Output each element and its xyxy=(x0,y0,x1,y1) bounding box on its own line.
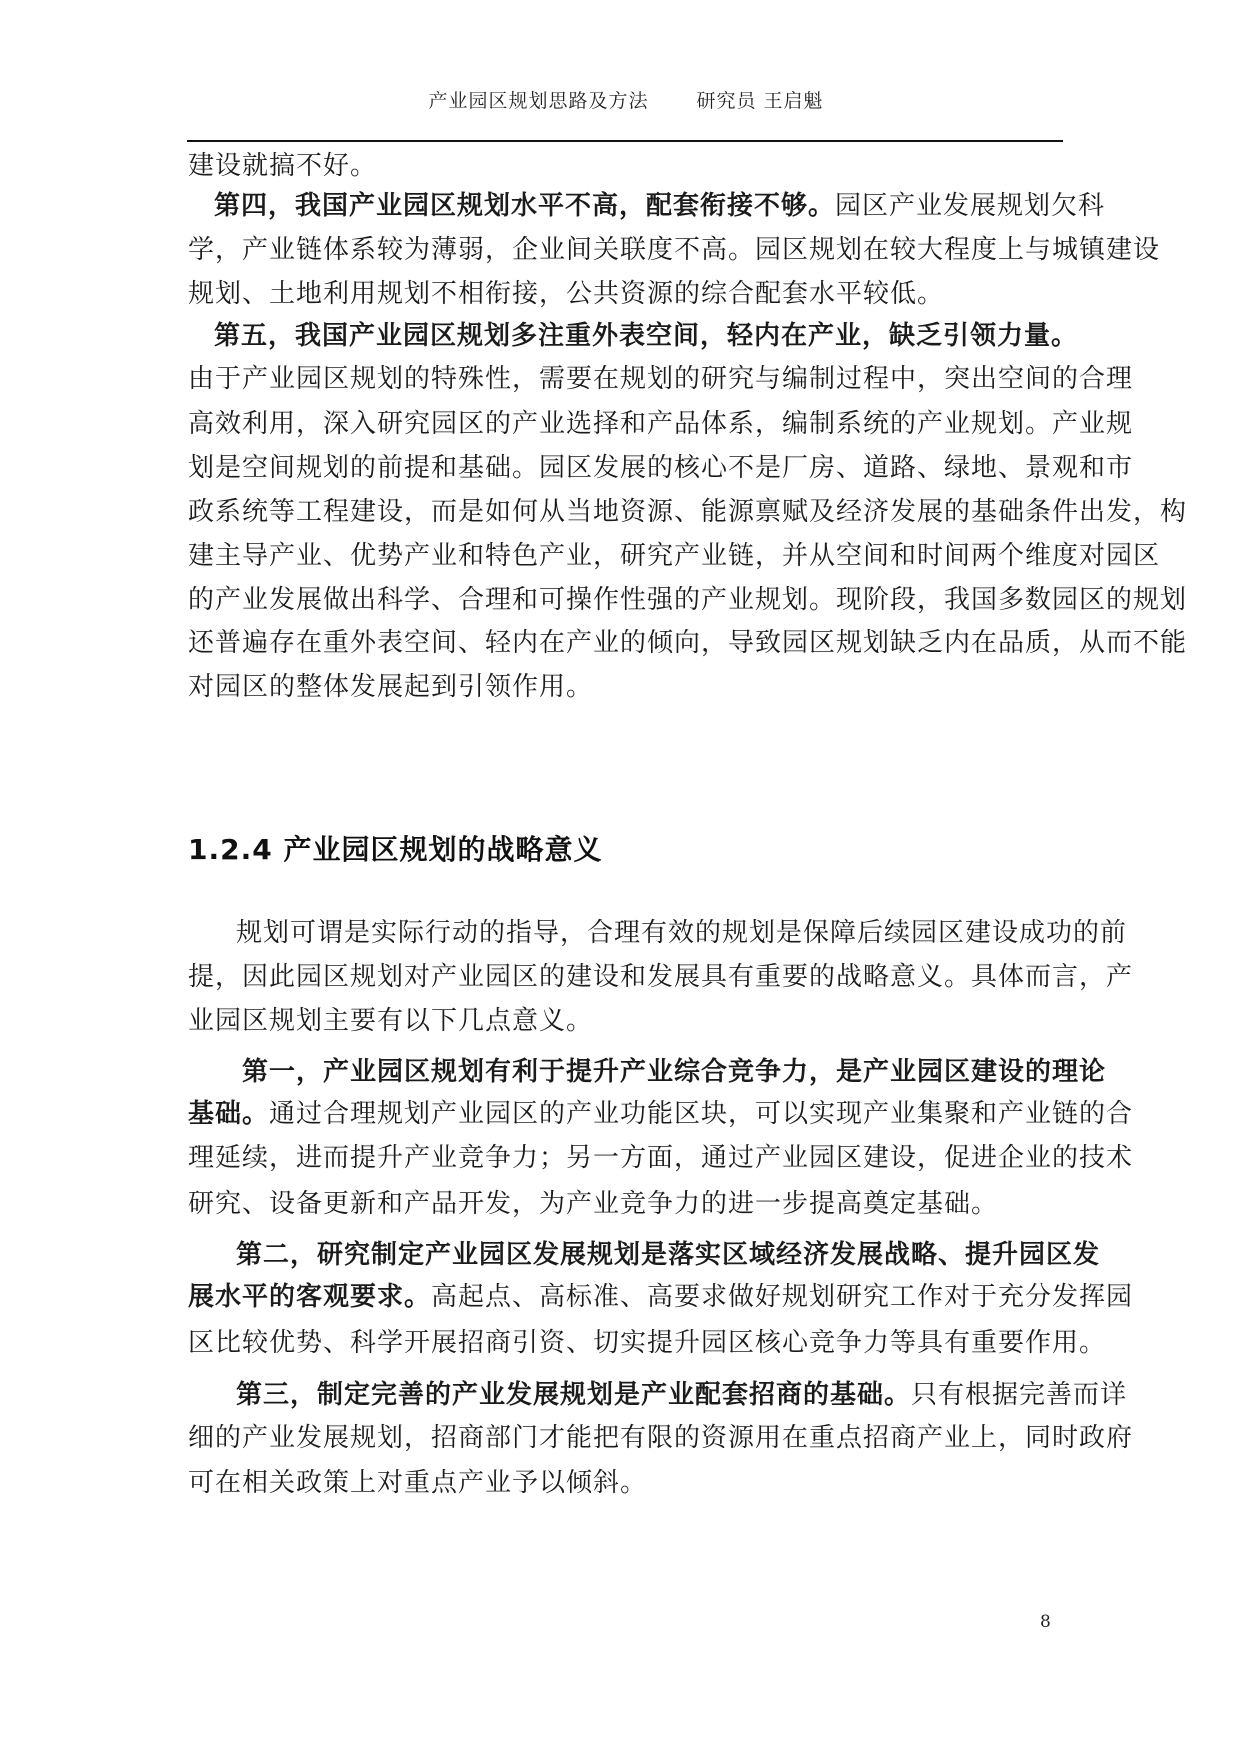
paragraph-second-line xyxy=(188,1276,1134,1313)
text-line: 建主导产业、优势产业和特色产业，研究产业链，并从空间和时间两个维度对园区 xyxy=(188,541,1161,571)
text-span: 通过合理规划产业园区的产业功能区块，可以实现产业集聚和产业链的合 xyxy=(269,1099,1134,1129)
text-line: 政系统等工程建设，而是如何从当地资源、能源禀赋及经济发展的基础条件出发，构 xyxy=(188,497,1188,527)
bold-lead-first-cont: 基础。 xyxy=(188,1099,270,1129)
text-line: 高效利用，深入研究园区的产业选择和产品体系，编制系统的产业规划。产业规 xyxy=(188,409,1134,439)
text-line: 可在相关政策上对重点产业予以倾斜。 xyxy=(188,1468,648,1498)
bold-lead-fifth: 第五，我国产业园区规划多注重外表空间，轻内在产业，缺乏引领力量。 xyxy=(214,321,1079,351)
text-line: 规划可谓是实际行动的指导，合理有效的规划是保障后续园区建设成功的前 xyxy=(236,918,1128,948)
text-line: 的产业发展做出科学、合理和可操作性强的产业规划。现阶段，我国多数园区的规划 xyxy=(188,585,1188,615)
bold-lead-second: 第二，研究制定产业园区发展规划是落实区域经济发展战略、提升园区发 xyxy=(236,1240,1101,1270)
text-line: 规划、土地利用规划不相衔接，公共资源的综合配套水平较低。 xyxy=(188,279,945,309)
header-rule xyxy=(187,140,1063,142)
text-line: 学，产业链体系较为薄弱，企业间关联度不高。园区规划在较大程度上与城镇建设 xyxy=(188,235,1161,265)
page-number: 8 xyxy=(1040,1612,1051,1632)
text-span: 园区产业发展规划欠科 xyxy=(835,191,1106,221)
bold-lead-first: 第一，产业园区规划有利于提升产业综合竞争力，是产业园区建设的理论 xyxy=(242,1057,1107,1087)
text-line: 业园区规划主要有以下几点意义。 xyxy=(188,1006,594,1036)
text-line: 理延续，进而提升产业竞争力；另一方面，通过产业园区建设，促进企业的技术 xyxy=(188,1143,1134,1173)
paragraph-fourth-line xyxy=(214,185,1106,222)
header-title: 产业园区规划思路及方法 xyxy=(428,90,649,112)
text-line: 区比较优势、科学开展招商引资、切实提升园区核心竞争力等具有重要作用。 xyxy=(188,1328,1107,1358)
bold-lead-third: 第三，制定完善的产业发展规划是产业配套招商的基础。 xyxy=(236,1380,912,1410)
section-heading: 1.2.4 产业园区规划的战略意义 xyxy=(188,833,603,866)
paragraph-first-line xyxy=(188,1093,1134,1130)
text-line: 研究、设备更新和产品开发，为产业竞争力的进一步提高奠定基础。 xyxy=(188,1189,999,1219)
header-author: 研究员 王启魁 xyxy=(696,90,824,112)
paragraph-third-line xyxy=(236,1374,1128,1411)
bold-lead-second-cont: 展水平的客观要求。 xyxy=(188,1282,432,1312)
text-line: 由于产业园区规划的特殊性，需要在规划的研究与编制过程中，突出空间的合理 xyxy=(188,364,1134,394)
bold-lead-fourth: 第四，我国产业园区规划水平不高，配套衔接不够。 xyxy=(214,191,836,221)
text-line: 对园区的整体发展起到引领作用。 xyxy=(188,672,594,702)
text-line: 划是空间规划的前提和基础。园区发展的核心不是厂房、道路、绿地、景观和市 xyxy=(188,453,1134,483)
text-span: 只有根据完善而详 xyxy=(911,1380,1128,1410)
text-span: 高起点、高标准、高要求做好规划研究工作对于充分发挥园 xyxy=(431,1282,1134,1312)
page-header xyxy=(190,86,1062,113)
text-line: 建设就搞不好。 xyxy=(188,151,378,181)
text-line: 提，因此园区规划对产业园区的建设和发展具有重要的战略意义。具体而言，产 xyxy=(188,962,1134,992)
text-line: 细的产业发展规划，招商部门才能把有限的资源用在重点招商产业上，同时政府 xyxy=(188,1423,1134,1453)
text-line: 还普遍存在重外表空间、轻内在产业的倾向，导致园区规划缺乏内在品质，从而不能 xyxy=(188,628,1188,658)
